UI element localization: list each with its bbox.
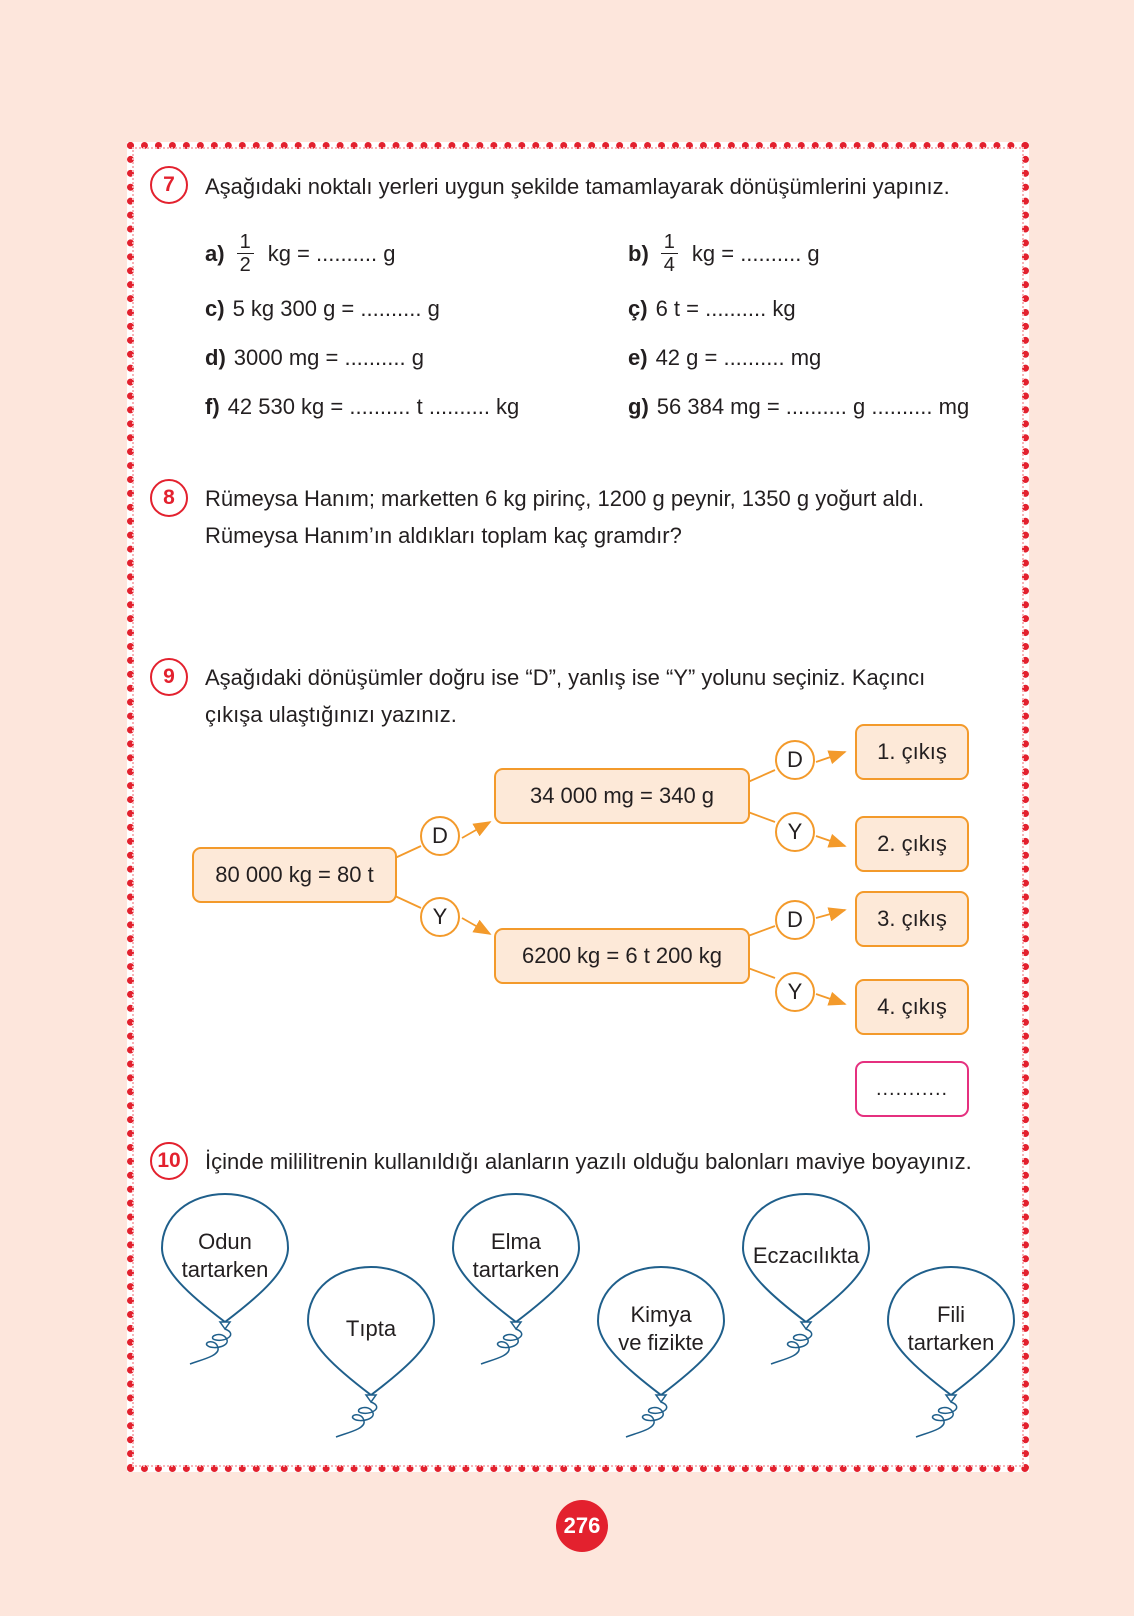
balloon-elma[interactable]	[451, 1192, 581, 1376]
balloon-line-1: Fili	[936, 1302, 966, 1327]
question-7-number: 7	[150, 166, 188, 204]
exit-2: 2. çıkış	[855, 816, 969, 872]
path-d-exit3[interactable]: D	[775, 900, 815, 940]
balloon-line-2: tartarken	[181, 1257, 269, 1282]
q7-item-b-text[interactable]: kg = .......... g	[691, 240, 820, 266]
q7-item-cc-label: ç)	[628, 296, 648, 321]
balloon-line-1: Odun	[198, 1229, 252, 1254]
question-7-text: Aşağıdaki noktalı yerleri uygun şekilde tamamlayarak dönüşümlerini yapınız.	[205, 174, 950, 199]
question-8-line-2: Rümeysa Hanım’ın aldıkları toplam kaç gramdır?	[205, 523, 682, 548]
answer-box[interactable]: ...........	[855, 1061, 969, 1117]
balloon-line-2: tartarken	[472, 1257, 560, 1282]
flow-lower-box: 6200 kg = 6 t 200 kg	[494, 928, 750, 984]
q7-item-g-text[interactable]: 56 384 mg = .......... g .......... mg	[656, 394, 970, 419]
question-10-number: 10	[150, 1142, 188, 1180]
balloon-line-1: Tıpta	[345, 1316, 397, 1341]
balloon-label	[160, 1192, 290, 1320]
q7-item-c-text[interactable]: 5 kg 300 g = .......... g	[232, 296, 440, 321]
balloon-eczacilikta[interactable]	[741, 1192, 871, 1376]
flow-upper-box: 34 000 mg = 340 g	[494, 768, 750, 824]
balloon-label	[596, 1265, 726, 1393]
question-10-text: İçinde mililitrenin kullanıldığı alanların yazılı olduğu balonları maviye boyayınız.	[205, 1149, 972, 1174]
fraction-denominator: 4	[663, 254, 675, 276]
balloon-line-2: ve fizikte	[618, 1330, 704, 1355]
question-9-line-2: çıkışa ulaştığınızı yazınız.	[205, 702, 457, 727]
balloon-label	[886, 1265, 1016, 1393]
balloon-tipta[interactable]	[306, 1265, 436, 1449]
balloon-line-2: tartarken	[907, 1330, 995, 1355]
path-y-lower[interactable]: Y	[420, 897, 460, 937]
q7-item-f-label: f)	[205, 394, 220, 419]
flow-start-box: 80 000 kg = 80 t	[192, 847, 397, 903]
q7-item-e-label: e)	[628, 345, 648, 370]
q7-item-cc-text[interactable]: 6 t = .......... kg	[655, 296, 796, 321]
fraction-numerator: 1	[237, 231, 254, 254]
question-8-number: 8	[150, 479, 188, 517]
question-9-line-1: Aşağıdaki dönüşümler doğru ise “D”, yanlış ise “Y” yolunu seçiniz. Kaçıncı	[205, 665, 926, 690]
balloon-line-1: Elma	[490, 1229, 542, 1254]
exit-3: 3. çıkış	[855, 891, 969, 947]
path-y-exit4[interactable]: Y	[775, 972, 815, 1012]
q7-item-b-label: b)	[628, 240, 649, 266]
balloon-label	[306, 1265, 436, 1393]
balloon-fili[interactable]	[886, 1265, 1016, 1449]
balloon-line-1: Kimya	[630, 1302, 692, 1327]
q7-item-e-text[interactable]: 42 g = .......... mg	[655, 345, 822, 370]
exit-4: 4. çıkış	[855, 979, 969, 1035]
path-d-exit1[interactable]: D	[775, 740, 815, 780]
q7-item-c-label: c)	[205, 296, 225, 321]
exit-1: 1. çıkış	[855, 724, 969, 780]
q7-item-a-text[interactable]: kg = .......... g	[267, 240, 396, 266]
path-y-exit2[interactable]: Y	[775, 812, 815, 852]
q7-item-d-text[interactable]: 3000 mg = .......... g	[233, 345, 424, 370]
q7-item-d-label: d)	[205, 345, 226, 370]
balloon-odun[interactable]	[160, 1192, 290, 1376]
page-number: 276	[556, 1500, 608, 1552]
path-d-upper[interactable]: D	[420, 816, 460, 856]
question-9-number: 9	[150, 658, 188, 696]
question-8-line-1: Rümeysa Hanım; marketten 6 kg pirinç, 1200 g peynir, 1350 g yoğurt aldı.	[205, 486, 925, 511]
q7-item-a-label: a)	[205, 240, 225, 266]
q7-item-f-text[interactable]: 42 530 kg = .......... t .......... kg	[227, 394, 520, 419]
balloon-label	[741, 1192, 871, 1320]
balloon-line-1: Eczacılıkta	[752, 1243, 860, 1268]
fraction-denominator: 2	[239, 254, 251, 276]
q7-item-g-label: g)	[628, 394, 649, 419]
fraction-numerator: 1	[661, 231, 678, 254]
balloon-label	[451, 1192, 581, 1320]
balloon-kimya[interactable]	[596, 1265, 726, 1449]
